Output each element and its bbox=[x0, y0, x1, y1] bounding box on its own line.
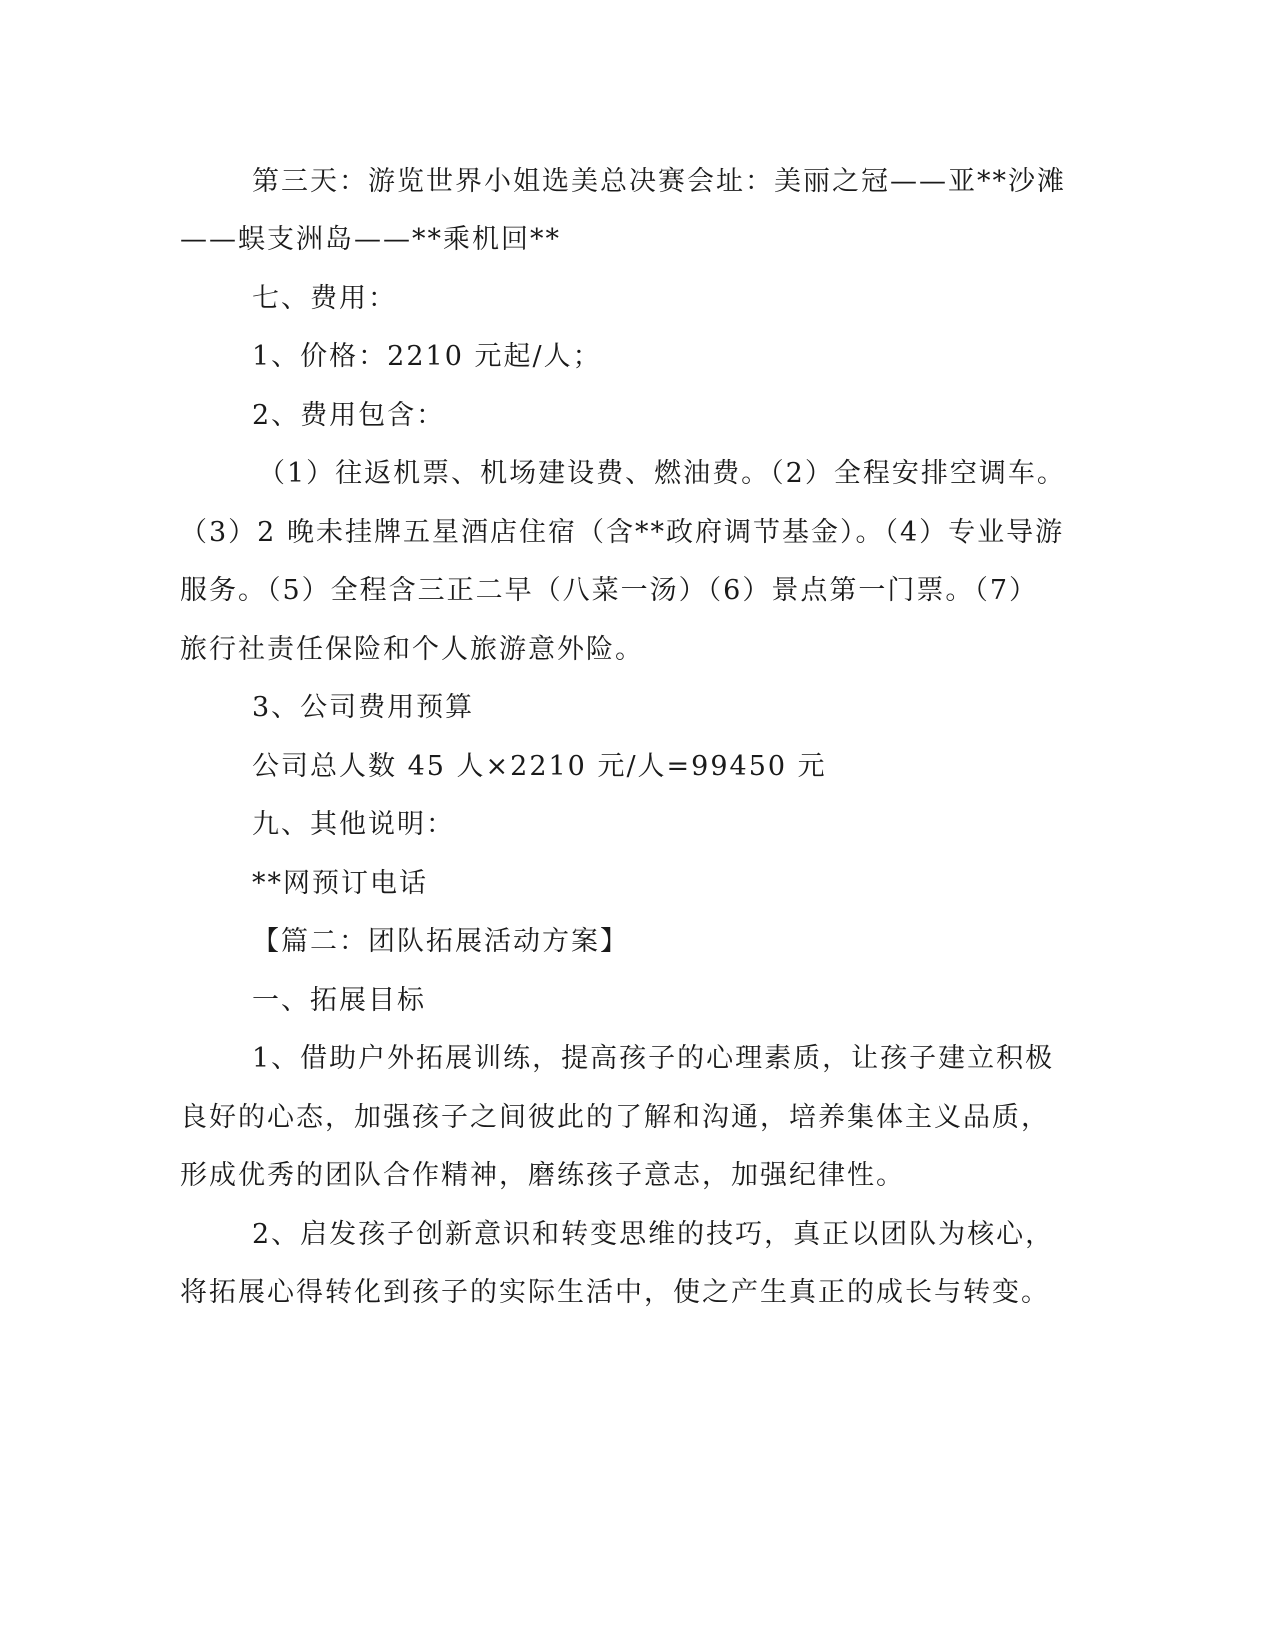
section-heading-goals: 一、拓展目标 bbox=[252, 985, 426, 1016]
list-item-price: 1、价格：2210 元起/人； bbox=[252, 341, 602, 372]
budget-formula: 公司总人数 45 人×2210 元/人=99450 元 bbox=[252, 751, 827, 782]
booking-phone-text: **网预订电话 bbox=[252, 868, 428, 899]
section-heading-fees: 七、费用： bbox=[252, 283, 397, 314]
paragraph-goal-2: 2、启发孩子创新意识和转变思维的技巧，真正以团队为核心， bbox=[252, 1219, 1055, 1250]
paragraph-fee-details-cont-2: 服务。（5）全程含三正二早（八菜一汤）（6）景点第一门票。（7） bbox=[180, 575, 1039, 606]
paragraph-goal-2-cont: 将拓展心得转化到孩子的实际生活中，使之产生真正的成长与转变。 bbox=[180, 1277, 1050, 1308]
chapter-heading-team-building: 【篇二：团队拓展活动方案】 bbox=[252, 926, 629, 957]
paragraph-day3-itinerary: 第三天：游览世界小姐选美总决赛会址：美丽之冠——亚**沙滩 bbox=[252, 166, 1066, 197]
list-item-budget: 3、公司费用预算 bbox=[252, 692, 475, 723]
paragraph-fee-details-cont-1: （3）2 晚未挂牌五星酒店住宿（含**政府调节基金）。（4）专业导游 bbox=[180, 517, 1065, 548]
paragraph-day3-itinerary-cont: ——蜈支洲岛——**乘机回** bbox=[180, 224, 561, 255]
paragraph-fee-details-cont-3: 旅行社责任保险和个人旅游意外险。 bbox=[180, 634, 644, 665]
paragraph-goal-1-cont-2: 形成优秀的团队合作精神，磨练孩子意志，加强纪律性。 bbox=[180, 1160, 905, 1191]
paragraph-goal-1: 1、借助户外拓展训练，提高孩子的心理素质，让孩子建立积极 bbox=[252, 1043, 1055, 1074]
paragraph-goal-1-cont-1: 良好的心态，加强孩子之间彼此的了解和沟通，培养集体主义品质， bbox=[180, 1102, 1050, 1133]
list-item-fee-includes: 2、费用包含： bbox=[252, 400, 446, 431]
section-heading-other-notes: 九、其他说明： bbox=[252, 809, 455, 840]
paragraph-fee-details: （1）往返机票、机场建设费、燃油费。（2）全程安排空调车。 bbox=[258, 458, 1066, 489]
